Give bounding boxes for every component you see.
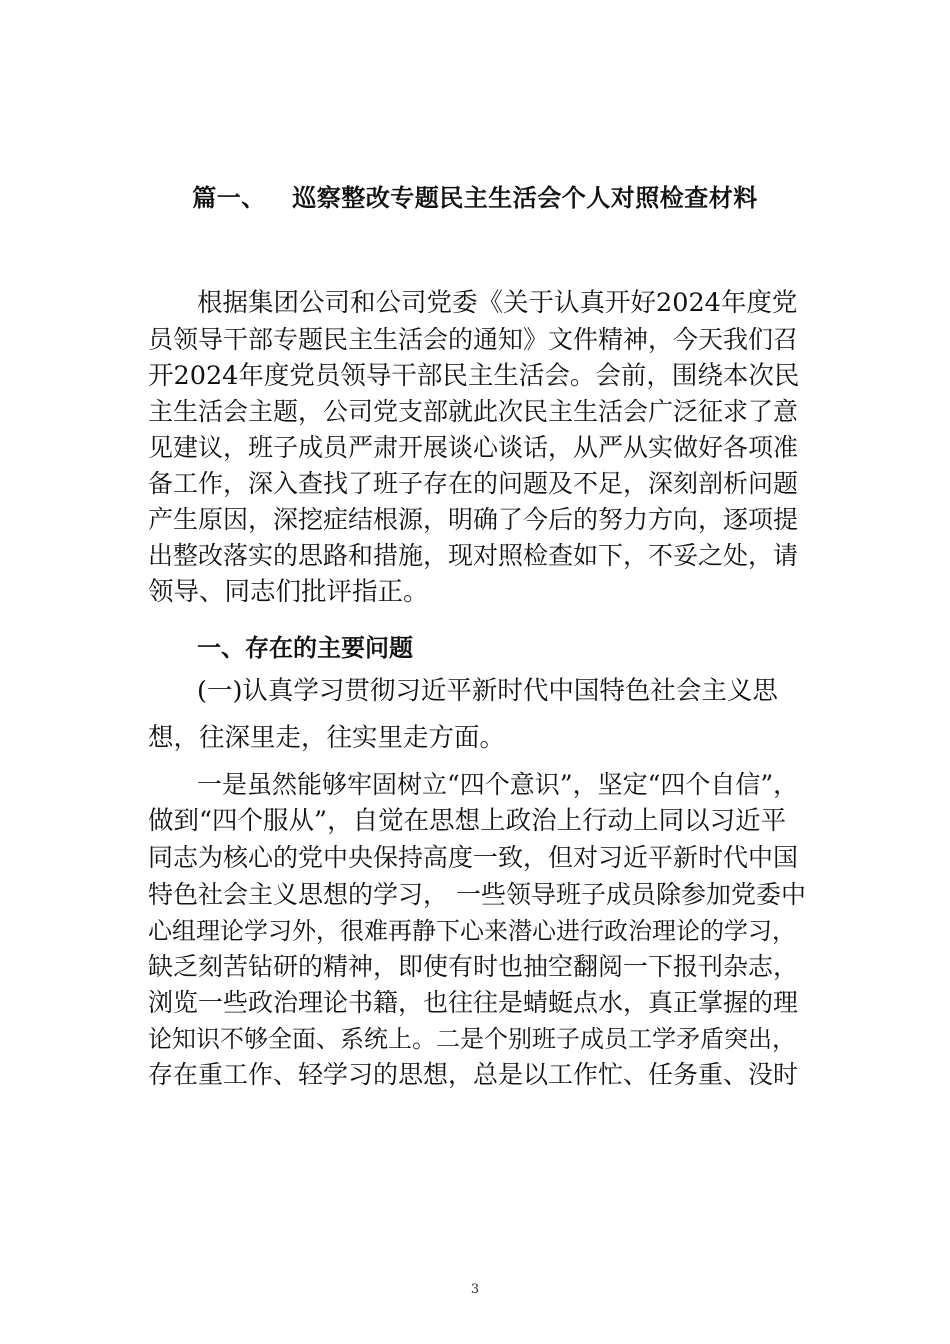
subsection-line: 想，往深里走，往实里走方面。 xyxy=(148,723,506,753)
document-title: 篇一、 巡察整改专题民主生活会个人对照检查材料 xyxy=(192,184,758,212)
body-line: 论知识不够全面、系统上。二是个别班子成员工学矛盾突出， xyxy=(148,1025,796,1053)
body-line: 缺乏刻苦钻研的精神，即使有时也抽空翻阅一下报刊杂志， xyxy=(148,952,799,981)
intro-line: 备工作，深入查找了班子存在的问题及不足，深刻剖析问题 xyxy=(148,469,799,498)
body-line: 做到“四个服从”，自觉在思想上政治上行动上同以习近平 xyxy=(148,806,787,836)
body-line: 一是虽然能够牢固树立“四个意识”，坚定“四个自信”， xyxy=(197,770,799,799)
intro-line: 领导、同志们批评指正。 xyxy=(148,577,429,607)
body-line: 特色社会主义思想的学习， 一些领导班子成员除参加党委中 xyxy=(148,880,806,909)
intro-line: 见建议，班子成员严肃开展谈心谈话，从严从实做好各项准 xyxy=(148,433,799,462)
intro-line: 产生原因，深挖症结根源，明确了今后的努力方向，逐项提 xyxy=(148,505,799,534)
body-line: 存在重工作、轻学习的思想，总是以工作忙、任务重、没时 xyxy=(148,1060,799,1089)
section-heading: 一、存在的主要问题 xyxy=(197,634,413,662)
intro-line: 主生活会主题，公司党支部就此次民主生活会广泛征求了意 xyxy=(148,397,799,426)
body-line: 浏览一些政治理论书籍，也往往是蜻蜓点水，真正掌握的理 xyxy=(148,988,799,1017)
subsection-line: (一)认真学习贯彻习近平新时代中国特色社会主义思 xyxy=(197,676,778,706)
intro-line: 员领导干部专题民主生活会的通知》文件精神，今天我们召 xyxy=(148,325,799,354)
intro-line: 根据集团公司和公司党委《关于认真开好2024年度党 xyxy=(197,288,798,318)
body-line: 心组理论学习外，很难再静下心来潜心进行政治理论的学习， xyxy=(148,917,796,945)
intro-line: 出整改落实的思路和措施，现对照检查如下，不妥之处，请 xyxy=(148,541,799,570)
page-number: 3 xyxy=(470,1282,480,1297)
body-line: 同志为核心的党中央保持高度一致，但对习近平新时代中国 xyxy=(148,843,799,872)
intro-line: 开2024年度党员领导干部民主生活会。会前，围绕本次民 xyxy=(148,361,800,391)
